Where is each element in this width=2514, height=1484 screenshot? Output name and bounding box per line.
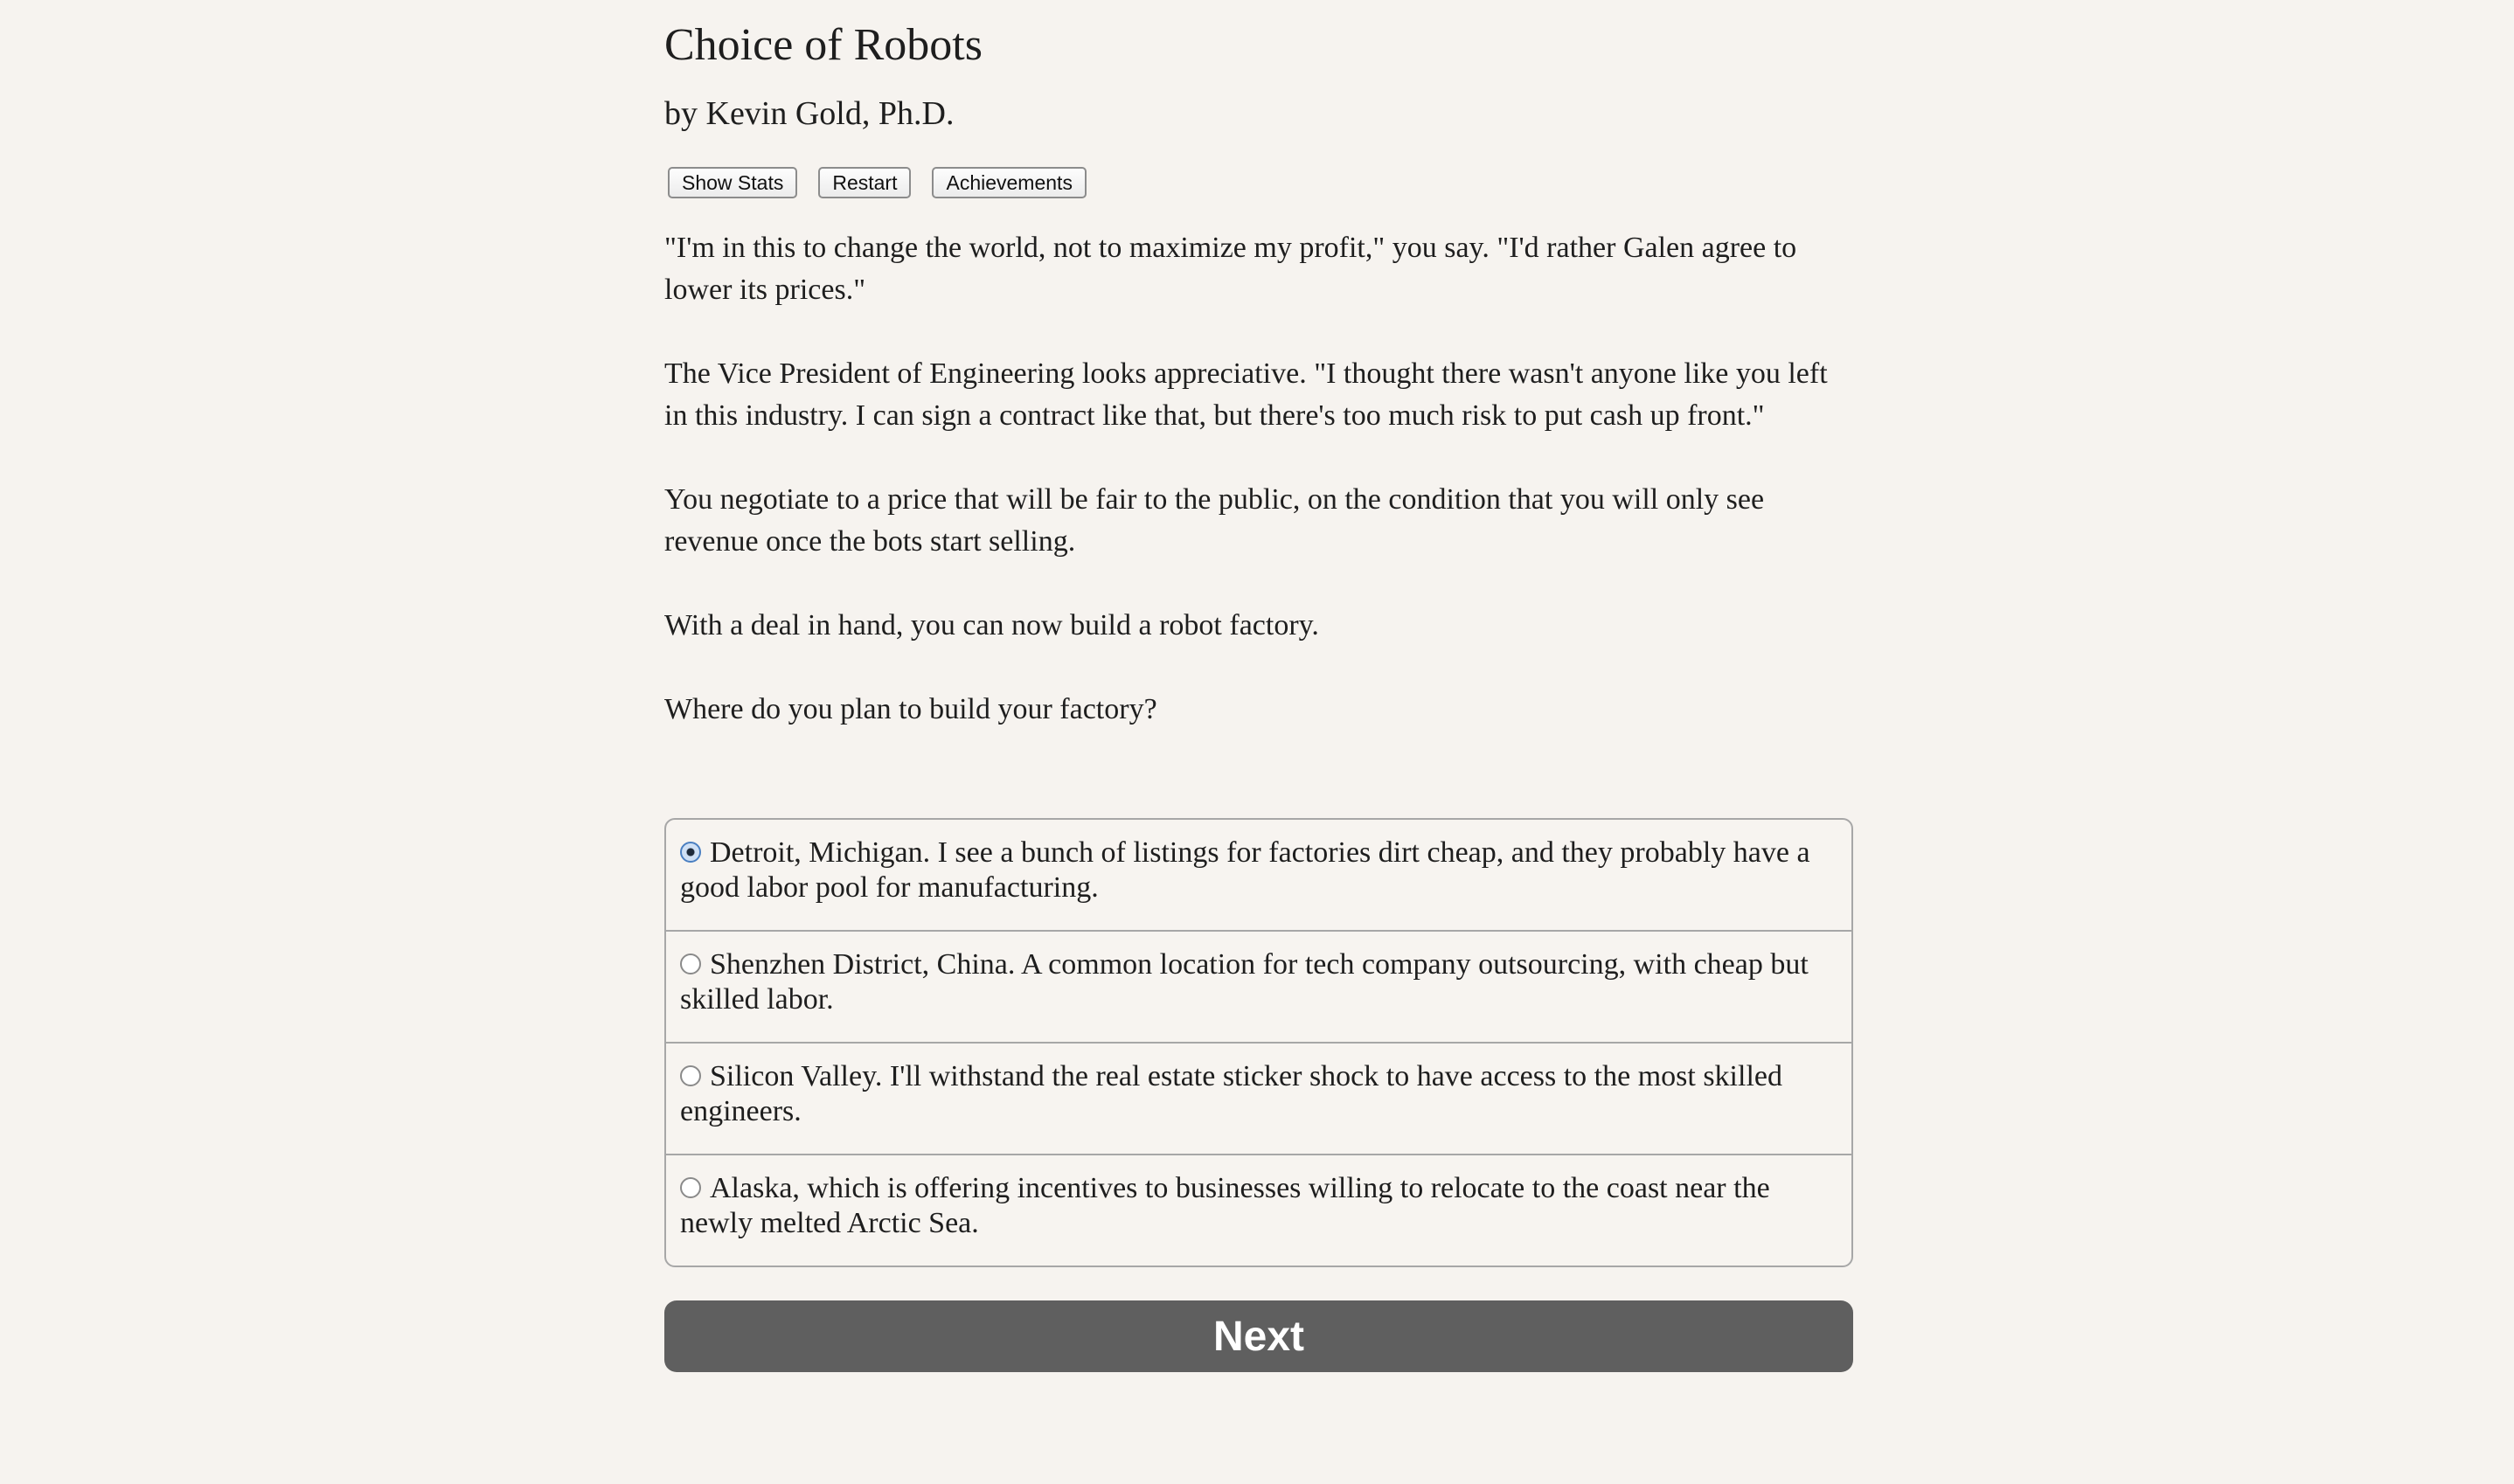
game-author: by Kevin Gold, Ph.D. bbox=[664, 95, 955, 132]
story-text bbox=[664, 227, 1853, 773]
radio-icon[interactable] bbox=[680, 1065, 701, 1086]
next-button[interactable]: Next bbox=[664, 1300, 1853, 1372]
choice-label: Detroit, Michigan. I see a bunch of listings for factories dirt cheap, and they probably have a good labor pool for manufacturing. bbox=[680, 836, 1810, 904]
story-paragraph: "I'm in this to change the world, not to maximize my profit," you say. "I'd rather Galen agree to lower its prices." bbox=[664, 232, 1797, 306]
restart-button[interactable]: Restart bbox=[818, 167, 911, 198]
show-stats-button[interactable]: Show Stats bbox=[668, 167, 797, 198]
choice-option-silicon-valley[interactable] bbox=[666, 1044, 1851, 1155]
choice-list bbox=[664, 818, 1853, 1267]
choice-option-alaska[interactable] bbox=[666, 1155, 1851, 1267]
radio-icon[interactable] bbox=[680, 1177, 701, 1198]
story-question: Where do you plan to build your factory? bbox=[664, 693, 1157, 725]
radio-selected-icon[interactable] bbox=[680, 842, 701, 863]
choice-option-detroit[interactable] bbox=[666, 820, 1851, 932]
game-title: Choice of Robots bbox=[664, 20, 983, 70]
story-paragraph: You negotiate to a price that will be fair to the public, on the condition that you will only see revenue once the bots start selling. bbox=[664, 483, 1765, 558]
choice-label: Shenzhen District, China. A common location for tech company outsourcing, with cheap but skilled labor. bbox=[680, 948, 1809, 1016]
choice-label: Alaska, which is offering incentives to businesses willing to relocate to the coast near the newly melted Arctic Sea. bbox=[680, 1172, 1770, 1239]
story-paragraph: With a deal in hand, you can now build a robot factory. bbox=[664, 609, 1319, 641]
story-paragraph: The Vice President of Engineering looks appreciative. "I thought there wasn't anyone like you left in this industry. I can sign a contract like that, but there's too much risk to put cash up front." bbox=[664, 357, 1828, 432]
choice-label: Silicon Valley. I'll withstand the real estate sticker shock to have access to the most skilled engineers. bbox=[680, 1060, 1782, 1127]
radio-icon[interactable] bbox=[680, 954, 701, 974]
achievements-button[interactable]: Achievements bbox=[932, 167, 1086, 198]
toolbar bbox=[668, 167, 1087, 198]
choice-option-shenzhen[interactable] bbox=[666, 932, 1851, 1044]
